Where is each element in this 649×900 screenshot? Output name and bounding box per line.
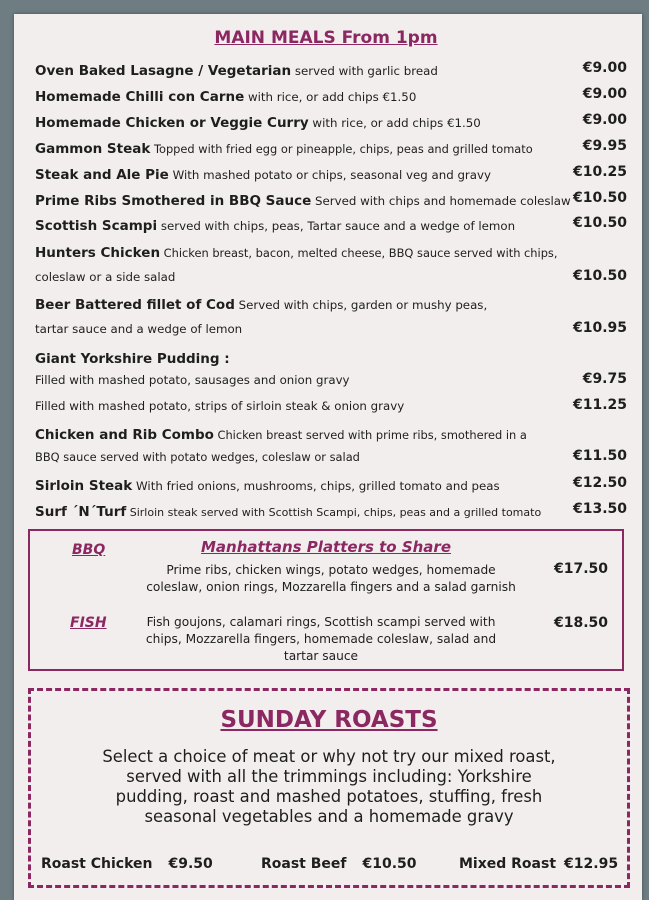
item-price: €12.50 xyxy=(572,475,627,491)
roast-item-mixed xyxy=(459,856,618,872)
item-desc-line2: tartar sauce and a wedge of lemon xyxy=(35,322,243,336)
item-price: €9.00 xyxy=(582,112,627,128)
roast-price: €9.50 xyxy=(168,856,213,872)
desc-line: tartar sauce xyxy=(283,649,359,663)
menu-item-chicken-rib-combo xyxy=(35,424,627,443)
item-name: Chicken and Rib Combo xyxy=(35,427,214,443)
roast-name: Roast Chicken xyxy=(41,856,153,872)
desc-line: seasonal vegetables and a homemade gravy xyxy=(144,807,514,826)
yorkshire-option-sirloin xyxy=(35,399,627,413)
item-desc: Chicken breast served with prime ribs, smothered in a xyxy=(213,428,527,442)
option-price: €11.25 xyxy=(572,397,627,413)
menu-item-hunters-chicken xyxy=(35,242,627,261)
item-desc: With mashed potato or chips, seasonal veg and gravy xyxy=(168,168,491,182)
menu-item-curry xyxy=(35,112,627,131)
item-price: €10.95 xyxy=(572,320,627,336)
desc-line: served with all the trimmings including: Yorkshire xyxy=(126,767,532,786)
platters-box xyxy=(28,529,624,671)
roast-price: €12.95 xyxy=(564,856,619,872)
item-name: Surf ´N´Turf xyxy=(35,504,127,520)
sunday-roasts-desc xyxy=(61,747,597,827)
item-name: Sirloin Steak xyxy=(35,478,133,494)
item-price: €9.00 xyxy=(582,86,627,102)
menu-item-sirloin-steak xyxy=(35,475,627,494)
desc-line: chips, Mozzarella fingers, homemade coleslaw, salad and xyxy=(145,632,497,646)
item-price: €10.50 xyxy=(572,190,627,206)
roast-item-beef xyxy=(261,856,417,872)
platter-label-bbq: BBQ xyxy=(72,542,106,558)
platter-desc-fish xyxy=(136,614,506,665)
item-desc: served with chips, peas, Tartar sauce and a wedge of lemon xyxy=(157,219,516,233)
item-desc: with rice, or add chips €1.50 xyxy=(308,116,481,130)
item-desc-line2: coleslaw or a side salad xyxy=(35,270,176,284)
menu-item-chilli xyxy=(35,86,627,105)
item-name: Homemade Chicken or Veggie Curry xyxy=(35,115,309,131)
platter-desc-bbq xyxy=(146,562,516,596)
item-price: €9.00 xyxy=(582,60,627,76)
roast-price: €10.50 xyxy=(362,856,417,872)
platters-title: Manhattans Platters to Share xyxy=(200,538,451,556)
item-desc: Chicken breast, bacon, melted cheese, BBQ sauce served with chips, xyxy=(160,246,558,260)
menu-sheet xyxy=(14,14,642,900)
roast-name: Roast Beef xyxy=(261,856,347,872)
item-price: €13.50 xyxy=(572,501,627,517)
item-name: Beer Battered fillet of Cod xyxy=(35,297,235,313)
menu-item-chicken-rib-combo-cont xyxy=(35,450,627,464)
sunday-roasts-title: SUNDAY ROASTS xyxy=(220,707,438,733)
main-meals-title: MAIN MEALS From 1pm xyxy=(214,28,438,48)
option-desc: Filled with mashed potato, sausages and onion gravy xyxy=(35,373,350,387)
item-desc: Served with chips, garden or mushy peas, xyxy=(234,298,488,312)
item-price: €10.50 xyxy=(572,268,627,284)
item-price: €10.50 xyxy=(572,215,627,231)
item-name: Giant Yorkshire Pudding : xyxy=(35,351,230,367)
item-price: €10.25 xyxy=(572,164,627,180)
yorkshire-option-sausages xyxy=(35,373,627,387)
item-desc: With fried onions, mushrooms, chips, grilled tomato and peas xyxy=(132,479,500,493)
desc-line: Prime ribs, chicken wings, potato wedges, homemade xyxy=(166,563,496,577)
desc-line: pudding, roast and mashed potatoes, stuffing, fresh xyxy=(115,787,543,806)
menu-item-gammon xyxy=(35,138,627,157)
item-name: Oven Baked Lasagne / Vegetarian xyxy=(35,63,292,79)
item-desc: Topped with fried egg or pineapple, chips, peas and grilled tomato xyxy=(150,142,533,156)
menu-item-scampi xyxy=(35,215,627,234)
platter-price-fish: €18.50 xyxy=(553,615,608,631)
item-name: Steak and Ale Pie xyxy=(35,167,169,183)
menu-item-hunters-chicken-cont xyxy=(35,270,627,284)
roast-item-chicken xyxy=(41,856,213,872)
item-desc-line2: BBQ sauce served with potato wedges, coleslaw or salad xyxy=(35,450,360,464)
menu-item-lasagne xyxy=(35,60,627,79)
item-desc: Sirloin steak served with Scottish Scampi, chips, peas and a grilled tomato xyxy=(126,506,542,519)
platter-label-fish: FISH xyxy=(70,615,107,631)
item-desc: with rice, or add chips €1.50 xyxy=(244,90,417,104)
menu-item-steak-ale-pie xyxy=(35,164,627,183)
item-name: Prime Ribs Smothered in BBQ Sauce xyxy=(35,193,312,209)
menu-item-yorkshire-pudding xyxy=(35,348,627,367)
menu-item-cod xyxy=(35,294,627,313)
menu-item-surf-n-turf xyxy=(35,501,627,520)
item-name: Scottish Scampi xyxy=(35,218,158,234)
item-desc: served with garlic bread xyxy=(291,64,438,78)
desc-line: Select a choice of meat or why not try our mixed roast, xyxy=(102,747,556,766)
item-name: Gammon Steak xyxy=(35,141,151,157)
sunday-roasts-box xyxy=(28,688,630,888)
roast-name: Mixed Roast xyxy=(459,856,557,872)
option-desc: Filled with mashed potato, strips of sirloin steak & onion gravy xyxy=(35,399,405,413)
item-price: €9.95 xyxy=(582,138,627,154)
desc-line: coleslaw, onion rings, Mozzarella fingers and a salad garnish xyxy=(146,580,516,594)
desc-line: Fish goujons, calamari rings, Scottish scampi served with xyxy=(146,615,496,629)
menu-item-prime-ribs xyxy=(35,190,627,209)
menu-item-cod-cont xyxy=(35,322,627,336)
item-name: Homemade Chilli con Carne xyxy=(35,89,245,105)
item-name: Hunters Chicken xyxy=(35,245,161,261)
item-price: €11.50 xyxy=(572,448,627,464)
platter-price-bbq: €17.50 xyxy=(553,561,608,577)
option-price: €9.75 xyxy=(582,371,627,387)
item-desc: Served with chips and homemade coleslaw xyxy=(311,194,571,208)
